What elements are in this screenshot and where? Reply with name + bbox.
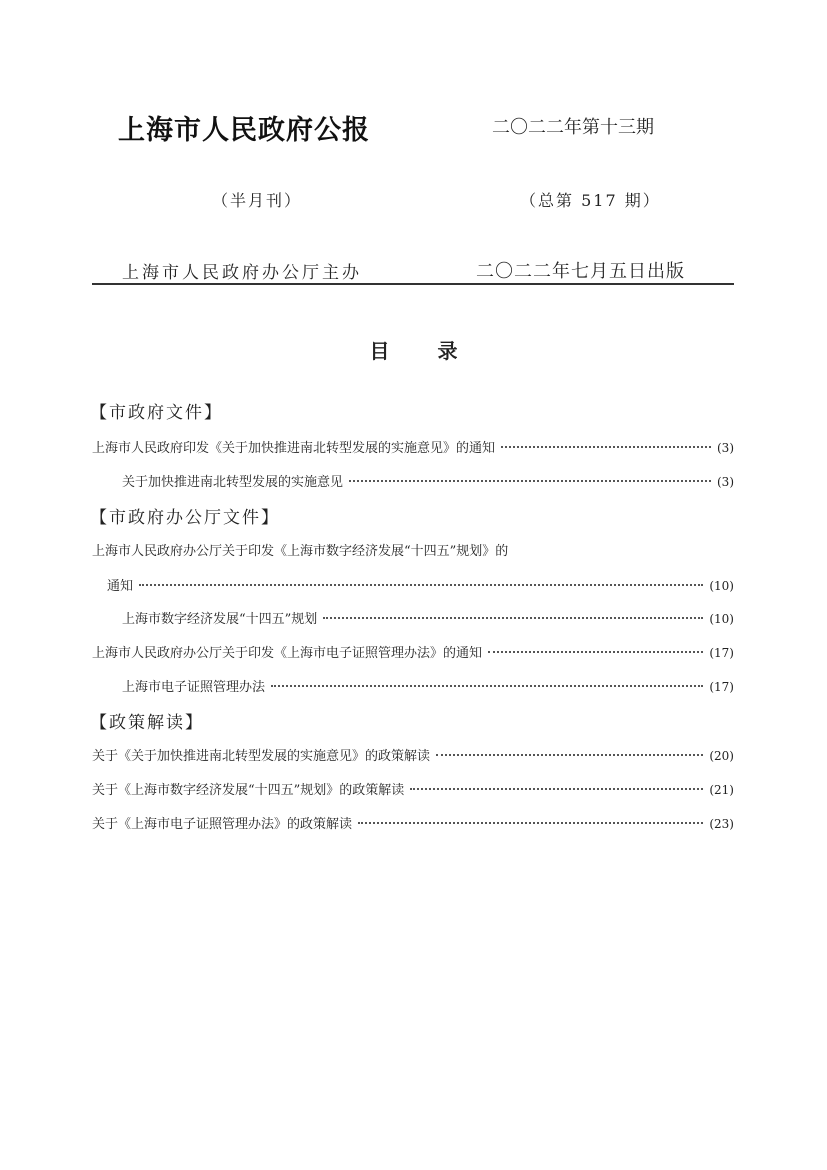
- entry-title: 关于《上海市电子证照管理办法》的政策解读: [92, 817, 353, 832]
- entry-page: (10): [709, 612, 734, 626]
- dot-leader: [488, 651, 703, 653]
- entry-page: (17): [709, 680, 734, 694]
- entry-title: 上海市人民政府印发《关于加快推进南北转型发展的实施意见》的通知: [92, 441, 496, 456]
- header-divider: [92, 283, 734, 285]
- toc-title: [0, 335, 827, 364]
- publish-date: 二〇二二年七月五日出版: [476, 261, 685, 282]
- total-issue: （总第 517 期）: [520, 191, 661, 210]
- entry-title: 关于加快推进南北转型发展的实施意见: [122, 475, 344, 490]
- section-heading: 【政策解读】: [90, 713, 204, 733]
- toc-title-right: 录: [437, 339, 458, 363]
- toc-entry[interactable]: [122, 608, 734, 627]
- publication-frequency: （半月刊）: [212, 191, 303, 210]
- toc-entry[interactable]: [92, 813, 734, 832]
- toc-entry[interactable]: [92, 437, 734, 456]
- toc-entry[interactable]: [122, 471, 734, 490]
- toc-entry[interactable]: [92, 642, 734, 661]
- toc-entry[interactable]: [92, 779, 734, 798]
- entry-page: (3): [717, 441, 734, 455]
- entry-page: (17): [709, 646, 734, 660]
- dot-leader: [436, 754, 703, 756]
- section-heading: 【市政府办公厅文件】: [90, 508, 280, 528]
- toc-entry[interactable]: [122, 676, 734, 695]
- toc-entry[interactable]: [107, 575, 734, 594]
- issue-number: 二〇二二年第十三期: [492, 117, 654, 138]
- entry-title: 关于《关于加快推进南北转型发展的实施意见》的政策解读: [92, 749, 431, 764]
- entry-title: 上海市人民政府办公厅关于印发《上海市数字经济发展“十四五”规划》的: [92, 544, 509, 559]
- dot-leader: [410, 788, 703, 790]
- dot-leader: [271, 685, 703, 687]
- section-heading: 【市政府文件】: [90, 403, 223, 423]
- dot-leader: [139, 584, 703, 586]
- entry-title: 关于《上海市数字经济发展“十四五”规划》的政策解读: [92, 783, 405, 798]
- toc-title-left: 目: [369, 339, 390, 363]
- entry-page: (3): [717, 475, 734, 489]
- toc-entry[interactable]: [92, 540, 508, 559]
- dot-leader: [323, 617, 703, 619]
- gazette-title: 上海市人民政府公报: [118, 115, 370, 146]
- entry-title: 上海市电子证照管理办法: [122, 680, 266, 695]
- entry-page: (21): [709, 783, 734, 797]
- dot-leader: [501, 446, 711, 448]
- dot-leader: [349, 480, 711, 482]
- entry-page: (20): [709, 749, 734, 763]
- entry-title: 上海市人民政府办公厅关于印发《上海市电子证照管理办法》的通知: [92, 646, 483, 661]
- entry-page: (23): [709, 817, 734, 831]
- sponsor: 上海市人民政府办公厅主办: [122, 263, 362, 283]
- entry-page: (10): [709, 579, 734, 593]
- entry-title: 上海市数字经济发展“十四五”规划: [122, 612, 318, 627]
- dot-leader: [358, 822, 703, 824]
- entry-title: 通知: [107, 579, 134, 594]
- toc-entry[interactable]: [92, 745, 734, 764]
